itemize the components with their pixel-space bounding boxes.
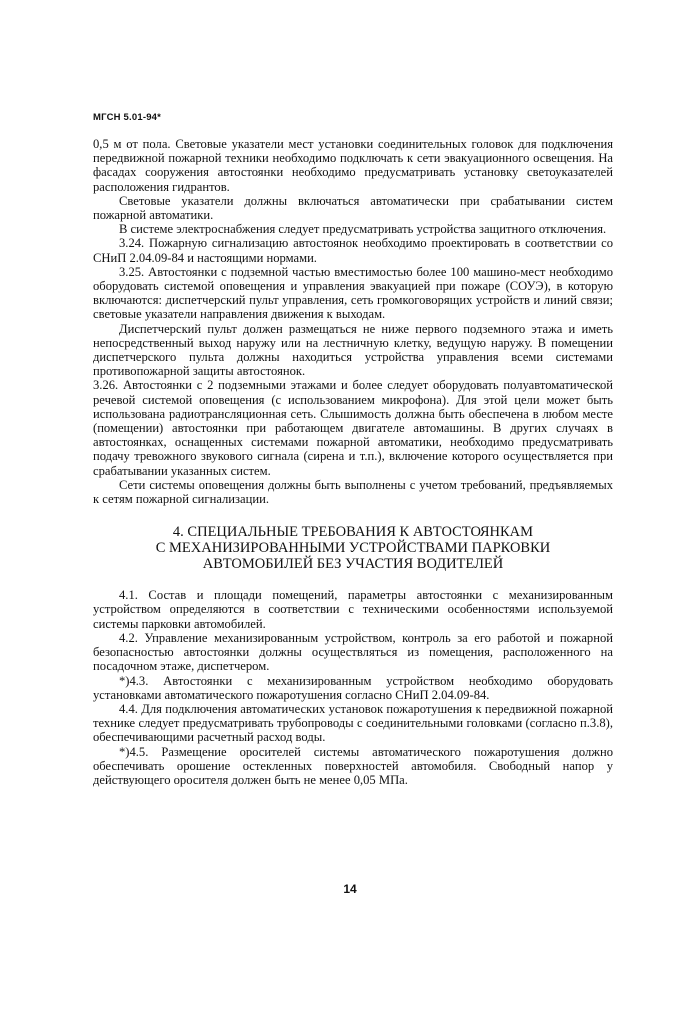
document-body (93, 137, 613, 787)
paragraph: Световые указатели должны включаться автоматически при срабатывании систем пожарной автоматики. (93, 193, 613, 223)
paragraph-4-3: *)4.3. Автостоянки с механизированным устройством необходимо оборудовать установками автоматического пожаротушения согласно СНиП 2.04.09-84. (93, 673, 613, 702)
paragraph: В системе электроснабжения следует предусматривать устройства защитного отключения. (119, 222, 607, 237)
section-title-line: С МЕХАНИЗИРОВАННЫМИ УСТРОЙСТВАМИ ПАРКОВКИ (155, 540, 551, 557)
paragraph-3-24: 3.24. Пожарную сигнализацию автостоянок необходимо проектировать в соответствии со СНиП 2.04.09-84 и настоящими нормами. (93, 236, 613, 265)
paragraph: Диспетчерский пульт должен размещаться не ниже первого подземного этажа и иметь непосредственный выход наружу или на лестничную клетку, ведущую наружу. В помещении диспетчерского пульта должны находиться устройства управления всеми системами противопожарной защиты автостоянок. (93, 321, 613, 379)
page-number: 14 (343, 882, 357, 896)
paragraph: Сети системы оповещения должны быть выполнены с учетом требований, предъявляемых к сетям пожарной сигнализации. (93, 477, 613, 507)
paragraph-4-4: 4.4. Для подключения автоматических установок пожаротушения к передвижной пожарной технике следует предусматривать трубопроводы с соединительными головками (согласно п.3.8), обеспечивающими расчетный расход воды. (93, 701, 613, 745)
section-4-title (93, 524, 613, 572)
document-code-header: МГСН 5.01-94* (93, 112, 162, 123)
paragraph-4-5: *)4.5. Размещение оросителей системы автоматического пожаротушения должно обеспечивать орошение остекленных поверхностей автомобиля. Свободный напор у действующего оросителя должен быть не менее 0,05 МПа. (93, 744, 613, 787)
section-title-line: АВТОМОБИЛЕЙ БЕЗ УЧАСТИЯ ВОДИТЕЛЕЙ (202, 556, 504, 573)
paragraph-3-25: 3.25. Автостоянки с подземной частью вместимостью более 100 машино-мест необходимо оборудовать системой оповещения и управления эвакуацией при пожаре (СОУЭ), в которую включаются: диспетчерский пульт управления, сеть громкоговорящих устройств и линий связи; световые указатели направления движения к выходам. (93, 264, 613, 322)
section-title-line: 4. СПЕЦИАЛЬНЫЕ ТРЕБОВАНИЯ К АВТОСТОЯНКАМ (172, 524, 534, 541)
paragraph-4-1: 4.1. Состав и площади помещений, параметры автостоянки с механизированным устройством определяются в соответствии с техническими особенностями используемой системы парковки автомобилей. (93, 588, 613, 631)
paragraph-3-26: 3.26. Автостоянки с 2 подземными этажами и более следует оборудовать полуавтоматической речевой системой оповещения (с использованием микрофона). Для этой цели может быть использована радиотрансляционная сеть. Слышимость должна быть обеспечена в любом месте (помещении) автостоянки при работающем двигателе автомашины. В других случаях в автостоянках, оснащенных системами пожарной автоматики, необходимо предусматривать подачу тревожного звукового сигнала (сирена и т.п.), включение которого осуществляется при срабатывании указанных систем. (93, 378, 613, 478)
paragraph: 0,5 м от пола. Световые указатели мест установки соединительных головок для подключения передвижной пожарной техники необходимо подключать к сети эвакуационного освещения. На фасадах сооружения автостоянки необходимо предусматривать установку светоуказателей расположения гидрантов. (93, 137, 613, 194)
paragraph-4-2: 4.2. Управление механизированным устройством, контроль за его работой и пожарной безопасностью автостоянки должны осуществляться из помещения, расположенного на посадочном этаже, диспетчером. (93, 630, 613, 674)
